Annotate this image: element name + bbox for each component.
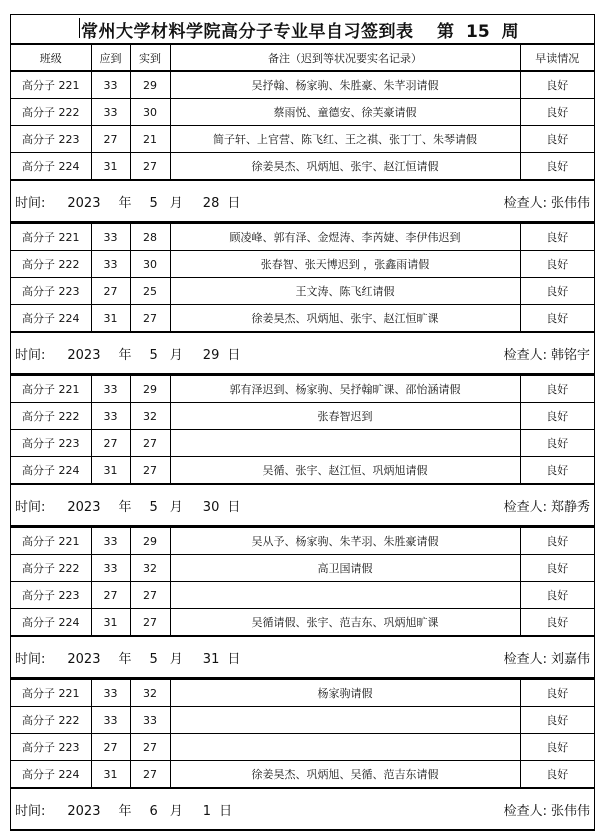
day-table <box>11 527 594 636</box>
status-cell: 良好 <box>520 376 594 403</box>
note-cell <box>170 430 520 457</box>
note-cell: 吴循请假、张宇、范吉东、巩炳旭旷课 <box>170 609 520 636</box>
due-cell: 27 <box>91 734 130 761</box>
year-value: 2023 <box>67 652 101 667</box>
status-cell: 良好 <box>520 761 594 788</box>
note-cell <box>170 582 520 609</box>
day-value: 30 <box>202 500 220 515</box>
sign-in-sheet <box>10 14 595 831</box>
due-cell: 33 <box>91 680 130 707</box>
note-cell: 顾凌峰、郭有泽、金煜涛、李芮婕、李伊伟迟到 <box>170 224 520 251</box>
class-cell: 高分子 221 <box>11 680 91 707</box>
due-cell: 31 <box>91 305 130 332</box>
class-cell: 高分子 221 <box>11 376 91 403</box>
title-row <box>11 14 594 44</box>
table-row <box>11 609 594 636</box>
note-cell: 王文涛、陈飞红请假 <box>170 278 520 305</box>
note-cell <box>170 707 520 734</box>
present-cell: 21 <box>130 126 170 153</box>
note-cell: 简子轩、上官营、陈飞红、王之祺、张丁丁、朱琴请假 <box>170 126 520 153</box>
day-table <box>11 375 594 484</box>
due-cell: 33 <box>91 224 130 251</box>
present-cell: 27 <box>130 761 170 788</box>
day-table <box>11 679 594 788</box>
day-label: 日 <box>219 804 233 819</box>
present-cell: 33 <box>130 707 170 734</box>
date-line <box>15 496 240 515</box>
note-cell: 张春智迟到 <box>170 403 520 430</box>
class-cell: 高分子 222 <box>11 707 91 734</box>
due-cell: 31 <box>91 761 130 788</box>
due-cell: 33 <box>91 528 130 555</box>
checker-label: 检查人: <box>503 500 547 515</box>
time-label: 时间: <box>15 196 46 211</box>
due-cell: 31 <box>91 153 130 180</box>
date-footer <box>11 636 594 679</box>
day-value: 1 <box>202 804 212 819</box>
year-label: 年 <box>118 348 132 363</box>
due-cell: 33 <box>91 376 130 403</box>
class-cell: 高分子 221 <box>11 72 91 99</box>
time-label: 时间: <box>15 348 46 363</box>
note-cell: 郭有泽迟到、杨家驹、吴抒翰旷课、邵怡涵请假 <box>170 376 520 403</box>
date-footer <box>11 788 594 831</box>
class-cell: 高分子 222 <box>11 99 91 126</box>
note-cell: 张春智、张天博迟到 ，张鑫雨请假 <box>170 251 520 278</box>
table-row <box>11 72 594 99</box>
present-cell: 32 <box>130 680 170 707</box>
due-cell: 27 <box>91 430 130 457</box>
time-label: 时间: <box>15 804 46 819</box>
present-cell: 27 <box>130 430 170 457</box>
due-cell: 31 <box>91 457 130 484</box>
status-cell: 良好 <box>520 251 594 278</box>
year-label: 年 <box>118 500 132 515</box>
year-value: 2023 <box>67 804 101 819</box>
note-cell: 杨家驹请假 <box>170 680 520 707</box>
note-cell <box>170 734 520 761</box>
checker-line <box>504 344 590 363</box>
note-cell: 徐姜昊杰、巩炳旭、张宇、赵江恒请假 <box>170 153 520 180</box>
present-cell: 27 <box>130 305 170 332</box>
date-footer <box>11 484 594 527</box>
checker-label: 检查人: <box>503 196 547 211</box>
month-label: 月 <box>169 804 183 819</box>
class-cell: 高分子 223 <box>11 126 91 153</box>
present-cell: 28 <box>130 224 170 251</box>
day-table <box>11 223 594 332</box>
day-label: 日 <box>227 500 241 515</box>
class-cell: 高分子 222 <box>11 403 91 430</box>
table-row <box>11 153 594 180</box>
header-note: 备注（迟到等状况要实名记录） <box>170 45 520 71</box>
class-cell: 高分子 222 <box>11 251 91 278</box>
status-cell: 良好 <box>520 680 594 707</box>
year-label: 年 <box>118 652 132 667</box>
present-cell: 29 <box>130 528 170 555</box>
checker-name: 郑静秀 <box>550 500 590 515</box>
day-blocks <box>11 71 594 831</box>
due-cell: 27 <box>91 582 130 609</box>
status-cell: 良好 <box>520 153 594 180</box>
year-label: 年 <box>118 196 132 211</box>
table-row <box>11 99 594 126</box>
table-row <box>11 376 594 403</box>
date-line <box>15 192 240 211</box>
checker-line <box>504 192 590 211</box>
table-row <box>11 582 594 609</box>
month-value: 5 <box>149 196 158 211</box>
table-row <box>11 761 594 788</box>
status-cell: 良好 <box>520 528 594 555</box>
present-cell: 30 <box>130 251 170 278</box>
due-cell: 31 <box>91 609 130 636</box>
due-cell: 33 <box>91 403 130 430</box>
table-row <box>11 430 594 457</box>
month-value: 5 <box>149 500 158 515</box>
day-value: 28 <box>202 196 220 211</box>
present-cell: 29 <box>130 72 170 99</box>
status-cell: 良好 <box>520 707 594 734</box>
checker-line <box>504 800 590 819</box>
present-cell: 29 <box>130 376 170 403</box>
date-line <box>15 800 232 819</box>
table-row <box>11 707 594 734</box>
table-row <box>11 251 594 278</box>
due-cell: 33 <box>91 555 130 582</box>
present-cell: 32 <box>130 555 170 582</box>
class-cell: 高分子 224 <box>11 457 91 484</box>
table-row <box>11 126 594 153</box>
week-suffix: 周 <box>501 22 519 42</box>
present-cell: 27 <box>130 734 170 761</box>
header-class: 班级 <box>11 45 91 71</box>
checker-line <box>504 496 590 515</box>
header-due: 应到 <box>91 45 130 71</box>
present-cell: 27 <box>130 609 170 636</box>
status-cell: 良好 <box>520 403 594 430</box>
year-value: 2023 <box>67 196 101 211</box>
present-cell: 27 <box>130 153 170 180</box>
note-cell: 徐姜昊杰、巩炳旭、吴循、范吉东请假 <box>170 761 520 788</box>
week-label <box>431 17 525 42</box>
status-cell: 良好 <box>520 72 594 99</box>
header-status: 早读情况 <box>520 45 594 71</box>
checker-name: 刘嘉伟 <box>550 652 590 667</box>
class-cell: 高分子 224 <box>11 153 91 180</box>
header-table <box>11 44 594 71</box>
note-cell: 高卫国请假 <box>170 555 520 582</box>
status-cell: 良好 <box>520 609 594 636</box>
present-cell: 27 <box>130 582 170 609</box>
year-value: 2023 <box>67 348 101 363</box>
header-row <box>11 45 594 71</box>
checker-name: 张伟伟 <box>550 196 590 211</box>
note-cell: 吴抒翰、杨家驹、朱胜豪、朱芊羽请假 <box>170 72 520 99</box>
month-label: 月 <box>169 196 183 211</box>
note-cell: 蔡雨悦、童德安、徐芙豪请假 <box>170 99 520 126</box>
sheet-title: 常州大学材料学院高分子专业早自习签到表 <box>81 22 414 42</box>
month-value: 6 <box>149 804 158 819</box>
class-cell: 高分子 222 <box>11 555 91 582</box>
year-value: 2023 <box>67 500 101 515</box>
day-label: 日 <box>227 196 241 211</box>
class-cell: 高分子 223 <box>11 278 91 305</box>
class-cell: 高分子 221 <box>11 528 91 555</box>
due-cell: 27 <box>91 278 130 305</box>
class-cell: 高分子 223 <box>11 582 91 609</box>
status-cell: 良好 <box>520 305 594 332</box>
table-row <box>11 224 594 251</box>
month-label: 月 <box>169 348 183 363</box>
present-cell: 25 <box>130 278 170 305</box>
month-label: 月 <box>169 500 183 515</box>
due-cell: 33 <box>91 707 130 734</box>
month-label: 月 <box>169 652 183 667</box>
checker-name: 张伟伟 <box>550 804 590 819</box>
status-cell: 良好 <box>520 126 594 153</box>
week-number: 15 <box>466 22 490 42</box>
day-label: 日 <box>227 348 241 363</box>
class-cell: 高分子 221 <box>11 224 91 251</box>
day-value: 29 <box>202 348 220 363</box>
table-row <box>11 680 594 707</box>
checker-label: 检查人: <box>503 652 547 667</box>
status-cell: 良好 <box>520 582 594 609</box>
present-cell: 30 <box>130 99 170 126</box>
status-cell: 良好 <box>520 457 594 484</box>
time-label: 时间: <box>15 500 46 515</box>
text-cursor <box>79 18 80 38</box>
date-footer <box>11 332 594 375</box>
note-cell: 徐姜昊杰、巩炳旭、张宇、赵江恒旷课 <box>170 305 520 332</box>
due-cell: 33 <box>91 251 130 278</box>
class-cell: 高分子 223 <box>11 430 91 457</box>
table-row <box>11 555 594 582</box>
table-row <box>11 528 594 555</box>
status-cell: 良好 <box>520 430 594 457</box>
table-row <box>11 305 594 332</box>
present-cell: 32 <box>130 403 170 430</box>
year-label: 年 <box>118 804 132 819</box>
day-table <box>11 71 594 180</box>
status-cell: 良好 <box>520 99 594 126</box>
checker-label: 检查人: <box>503 348 547 363</box>
date-footer <box>11 180 594 223</box>
due-cell: 33 <box>91 99 130 126</box>
date-line <box>15 648 240 667</box>
week-prefix: 第 <box>437 22 454 42</box>
table-row <box>11 403 594 430</box>
class-cell: 高分子 224 <box>11 609 91 636</box>
note-cell: 吴循、张宇、赵江恒、巩炳旭请假 <box>170 457 520 484</box>
checker-label: 检查人: <box>503 804 547 819</box>
status-cell: 良好 <box>520 555 594 582</box>
class-cell: 高分子 224 <box>11 305 91 332</box>
table-row <box>11 278 594 305</box>
due-cell: 27 <box>91 126 130 153</box>
date-line <box>15 344 240 363</box>
status-cell: 良好 <box>520 224 594 251</box>
note-cell: 吴从予、杨家驹、朱芊羽、朱胜豪请假 <box>170 528 520 555</box>
checker-line <box>504 648 590 667</box>
due-cell: 33 <box>91 72 130 99</box>
day-label: 日 <box>227 652 241 667</box>
time-label: 时间: <box>15 652 46 667</box>
table-row <box>11 734 594 761</box>
month-value: 5 <box>149 652 158 667</box>
checker-name: 韩铭宇 <box>550 348 590 363</box>
present-cell: 27 <box>130 457 170 484</box>
month-value: 5 <box>149 348 158 363</box>
day-value: 31 <box>202 652 220 667</box>
status-cell: 良好 <box>520 734 594 761</box>
table-row <box>11 457 594 484</box>
class-cell: 高分子 224 <box>11 761 91 788</box>
header-present: 实到 <box>130 45 170 71</box>
class-cell: 高分子 223 <box>11 734 91 761</box>
status-cell: 良好 <box>520 278 594 305</box>
